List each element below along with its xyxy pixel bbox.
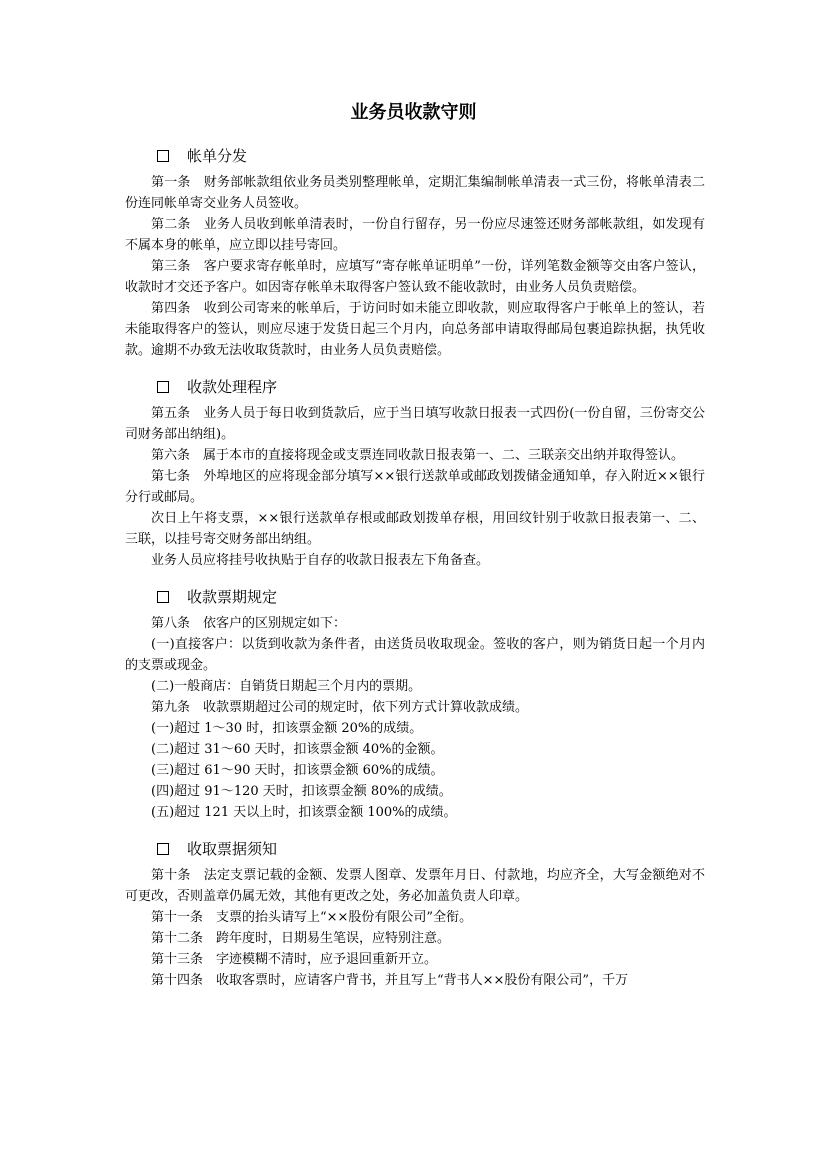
- paragraph: 第八条 依客户的区别规定如下：: [151, 616, 347, 631]
- section-payment-term-rules: [125, 583, 705, 823]
- paragraph: (三)超过 61～90 天时，扣该票金额 60%的成绩。: [151, 763, 444, 778]
- paragraph: (二)一般商店：自销货日期起三个月内的票期。: [151, 679, 422, 694]
- paragraph: 第十二条 跨年度时，日期易生笔误，应特别注意。: [151, 931, 451, 946]
- paragraph: 第四条 收到公司寄来的帐单后，于访问时如未能立即收款，则应取得客户于帐单上的签认，若未能取得客户的签认，则应尽速于发货日起三个月内，向总务部申请取得邮局包裹追踪执据，执凭收款。逾期不办致无法收取货款时，由业务人员负责赔偿。: [125, 301, 705, 358]
- checkbox-icon: [157, 150, 169, 162]
- paragraph: 次日上午将支票，××银行送款单存根或邮政划拨单存根，用回纹针别于收款日报表第一、二、三联，以挂号寄交财务部出纳组。: [125, 511, 705, 547]
- paragraph: (五)超过 121 天以上时，扣该票金额 100%的成绩。: [151, 805, 457, 820]
- section-check-receipt-notes: [125, 835, 705, 991]
- paragraph: 第十三条 字迹模糊不清时，应予退回重新开立。: [151, 952, 438, 967]
- checkbox-icon: [157, 591, 169, 603]
- paragraph: 第三条 客户要求寄存帐单时，应填写“寄存帐单证明单”一份，详列笔数金额等交由客户签认，收款时才交还予客户。如因寄存帐单未取得客户签认致不能收款时，由业务人员负责赔偿。: [125, 259, 705, 295]
- paragraph: 第十一条 支票的抬头请写上“××股份有限公司”全衔。: [151, 910, 473, 925]
- section-heading-label: 收款处理程序: [187, 378, 278, 396]
- section-heading: [125, 835, 705, 863]
- paragraph: 第五条 业务人员于每日收到货款后，应于当日填写收款日报表一式四份(一份自留，三份寄交公司财务部出纳组)。: [125, 406, 705, 442]
- paragraph: (一)超过 1～30 时，扣该票金额 20%的成绩。: [151, 721, 423, 736]
- paragraph: 第十四条 收取客票时，应请客户背书，并且写上“背书人××股份有限公司”，千万: [151, 973, 629, 988]
- section-heading-label: 收款票期规定: [187, 588, 278, 606]
- checkbox-icon: [157, 381, 169, 393]
- section-heading: [125, 142, 705, 170]
- section-heading-label: 收取票据须知: [187, 840, 278, 858]
- paragraph: 业务人员应将挂号收执贴于自存的收款日报表左下角备查。: [151, 553, 490, 568]
- section-collection-procedure: [125, 373, 705, 571]
- paragraph: 第六条 属于本市的直接将现金或支票连同收款日报表第一、二、三联亲交出纳并取得签认。: [151, 448, 685, 463]
- paragraph: 第七条 外埠地区的应将现金部分填写××银行送款单或邮政划拨储金通知单，存入附近××银行分行或邮局。: [125, 469, 705, 505]
- paragraph: 第九条 收款票期超过公司的规定时，依下列方式计算收款成绩。: [151, 700, 529, 715]
- document-body: [125, 142, 705, 991]
- paragraph: 第一条 财务部帐款组依业务员类别整理帐单，定期汇集编制帐单清表一式三份，将帐单清表二份连同帐单寄交业务人员签收。: [125, 175, 705, 211]
- paragraph: 第二条 业务人员收到帐单清表时，一份自行留存，另一份应尽速签还财务部帐款组，如发现有不属本身的帐单，应立即以挂号寄回。: [125, 217, 705, 253]
- paragraph: 第十条 法定支票记载的金额、发票人图章、发票年月日、付款地，均应齐全，大写金额绝对不可更改，否则盖章仍属无效，其他有更改之处，务必加盖负责人印章。: [125, 868, 705, 904]
- section-heading: [125, 583, 705, 611]
- checkbox-icon: [157, 843, 169, 855]
- paragraph: (二)超过 31～60 天时，扣该票金额 40%的金额。: [151, 742, 444, 757]
- paragraph: (一)直接客户：以货到收款为条件者，由送货员收取现金。签收的客户，则为销货日起一个月内的支票或现金。: [125, 637, 705, 673]
- section-heading-label: 帐单分发: [187, 147, 248, 165]
- document-title: 业务员收款守则: [350, 102, 477, 123]
- section-heading: [125, 373, 705, 401]
- paragraph: (四)超过 91～120 天时，扣该票金额 80%的成绩。: [151, 784, 452, 799]
- section-billing-distribution: [125, 142, 705, 361]
